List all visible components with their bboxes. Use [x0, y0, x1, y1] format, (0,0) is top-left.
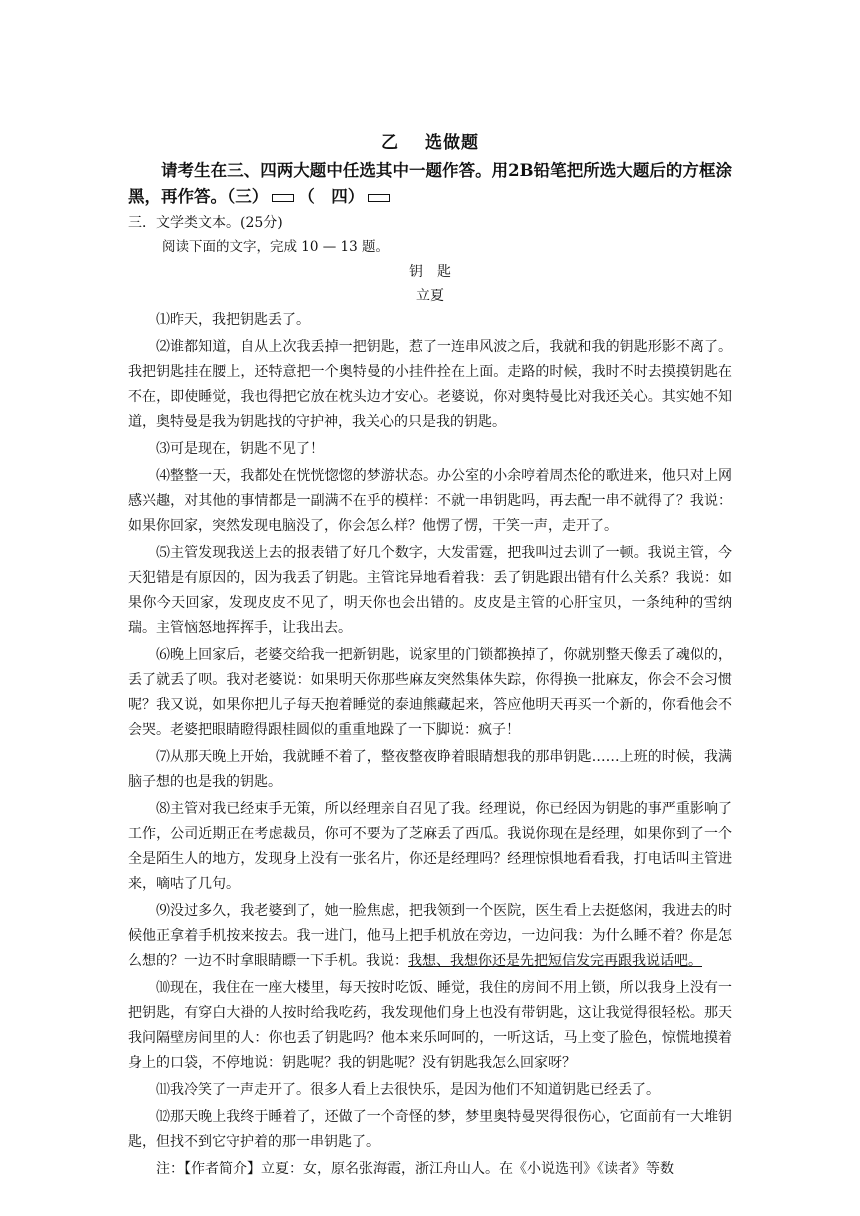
option-three-label: （三） — [227, 187, 269, 206]
paragraph-12: ⑿那天晚上我终于睡着了，还做了一个奇怪的梦，梦里奥特曼哭得很伤心，它面前有一大堆钥匙，但找不到它守护着的那一串钥匙了。 — [128, 1109, 732, 1150]
paragraph-6: ⑹晚上回家后，老婆交给我一把新钥匙，说家里的门锁都换掉了，你就别整天像丢了魂似的，丢了就丢了呗。我对老婆说：如果明天你那些麻友突然集体失踪，你得换一批麻友，你会不会习惯呢？我又说，如果你把儿子每天抱着睡觉的泰迪熊藏起来，答应他明天再买一个新的，你看他会不会哭。老婆把眼睛瞪得跟桂圆似的重重地跺了一下脚说：疯子！ — [128, 647, 732, 738]
paragraph-9 — [128, 899, 732, 974]
paragraph-4: ⑷整整一天，我都处在恍恍惚惚的梦游状态。办公室的小余哼着周杰伦的歌进来，他只对上网感兴趣，对其他的事情都是一副满不在乎的模样：不就一串钥匙吗，再去配一串不就得了？我说：如果你回家，突然发现电脑没了，你会怎么样？他愣了愣，干笑一声，走开了。 — [128, 468, 732, 534]
paragraph-5: ⑸主管发现我送上去的报表错了好几个数字，大发雷霆，把我叫过去训了一顿。我说主管，今天犯错是有原因的，因为我丢了钥匙。主管诧异地看着我：丢了钥匙跟出错有什么关系？我说：如果你今天回家，发现皮皮不见了，明天你也会出错的。皮皮是主管的心肝宝贝，一条纯种的雪纳瑞。主管恼怒地挥挥手，让我出去。 — [128, 545, 732, 636]
story-author: 立夏 — [416, 288, 444, 304]
author-note: 注：【作者简介】立夏：女，原名张海霞，浙江舟山人。在《小说选刊》《读者》等数 — [156, 1161, 674, 1177]
option-four-label: （ 四） — [298, 187, 365, 206]
paragraph-3: ⑶可是现在，钥匙不见了！ — [156, 441, 324, 457]
paragraph-10: ⑽现在，我住在一座大楼里，每天按时吃饭、睡觉，我住的房间不用上锁，所以我身上没有一把钥匙，有穿白大褂的人按时给我吃药，我发现他们身上也没有带钥匙，这让我觉得很轻松。那天我问隔壁房间里的人：你也丢了钥匙吗？他本来乐呵呵的，一听这话，马上变了脸色，惊慌地摸着身上的口袋，不停地说：钥匙呢？我的钥匙呢？没有钥匙我怎么回家呀？ — [128, 980, 732, 1071]
story-title: 钥 匙 — [409, 264, 451, 280]
option-three-checkbox[interactable] — [272, 194, 294, 202]
paragraph-8: ⑻主管对我已经束手无策，所以经理亲自召见了我。经理说，你已经因为钥匙的事严重影响了工作，公司近期正在考虑裁员，你可不要为了芝麻丢了西瓜。我说你现在是经理，如果你到了一个全是陌生人的地方，发现身上没有一张名片，你还是经理吗？经理惊惧地看看我，打电话叫主管进来，嘀咕了几句。 — [128, 801, 732, 892]
paragraph-7: ⑺从那天晚上开始，我就睡不着了，整夜整夜睁着眼睛想我的那串钥匙……上班的时候，我满脑子想的也是我的钥匙。 — [128, 749, 732, 790]
document-page — [128, 130, 732, 1184]
underlined-quote: 我想、我想你还是先把短信发完再跟我说话吧。 — [408, 953, 702, 969]
paragraph-11: ⑾我冷笑了一声走开了。很多人看上去很快乐，是因为他们不知道钥匙已经丢了。 — [156, 1082, 660, 1098]
title-part-2: 选做题 — [425, 133, 479, 153]
reading-instruction: 阅读下面的文字，完成 10 — 13 题。 — [162, 239, 390, 255]
paragraph-1: ⑴昨天，我把钥匙丢了。 — [156, 312, 310, 328]
paragraph-9-text: ⑼没过多久，我老婆到了，她一脸焦虑，把我领到一个医院，医生看上去挺悠闲，我进去的时候他正拿着手机按来按去。我一进门，他马上把手机放在旁边，一边问我：为什么睡不着？你是怎么想的？一边不时拿眼睛瞟一下手机。我说： — [128, 903, 732, 969]
instruction-text: 请考生在三、四两大题中任选其中一题作答。用2B铅笔把所选大题后的方框涂黑，再作答。 — [128, 161, 732, 206]
instruction — [128, 158, 732, 210]
section-label: 三．文学类文本。(25分) — [128, 215, 283, 231]
title-part-1: 乙 — [381, 133, 399, 153]
option-four-checkbox[interactable] — [368, 194, 390, 202]
paragraph-2: ⑵谁都知道，自从上次我丢掉一把钥匙，惹了一连串风波之后，我就和我的钥匙形影不离了。我把钥匙挂在腰上，还特意把一个奥特曼的小挂件拴在上面。走路的时候，我时不时去摸摸钥匙在不在，即使睡觉，我也得把它放在枕头边才安心。老婆说，你对奥特曼比对我还关心。其实她不知道，奥特曼是我为钥匙找的守护神，我关心的只是我的钥匙。 — [128, 339, 732, 430]
page-title — [128, 130, 732, 156]
